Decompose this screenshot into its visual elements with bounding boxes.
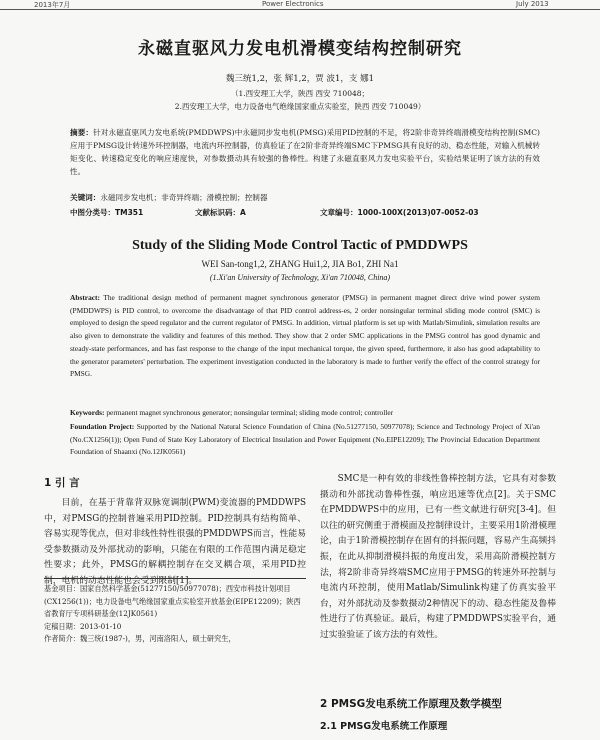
authors-chinese: 魏三统1,2，张 辉1,2，贾 波1，支 娜1 bbox=[226, 74, 374, 84]
footnote-funding: 基金项目：国家自然科学基金(51277150/50977078)；西安市科技计划项目(CX1256(1))；电力设备电气绝缘国家重点实验室开放基金(EIPE12209)；陕西省教育厅专项科研基金(12JK0561) bbox=[44, 584, 301, 618]
section-1-right-column: SMC是一种有效的非线性鲁棒控制方法，它具有对参数摄动和外部扰动鲁棒性强，响应迅速等优点[2]。关于SMC在PMDDWPS中的应用，已有一些文献进行研究[3-4]。但以往的研究侧重于滑模面及控制律设计，主要采用1阶滑模理论，由于1阶滑模控制存在固有的抖振问题，容易产生高频抖振，在此从抑制滑模抖振的角度出发，采用高阶滑模控制方法，将2阶非奇异终端SMC应用于PMSG的转速外环控制与电流内环控制，使用Matlab/Simulink构建了仿真实验平台，对外部扰动及参数摄动2种情况下的动、稳态性能及鲁棒性进行了仿真验证。最后，构建了PMDDWPS实验平台，通过实验验证了该方法的有效性。 bbox=[320, 474, 556, 640]
section-1-heading: 1 引 言 bbox=[44, 477, 80, 489]
authors-english: WEI San-tong1,2, ZHANG Hui1,2, JIA Bo1, ZHI Na1 bbox=[201, 259, 399, 269]
abstract-chinese bbox=[70, 126, 540, 178]
title-english: Study of the Sliding Mode Control Tactic of PMDDWPS bbox=[132, 238, 468, 253]
footnote-received-date: 定稿日期：2013-01-10 bbox=[44, 621, 122, 631]
keywords-chinese-label: 关键词： bbox=[70, 193, 101, 202]
abstract-english-label: Abstract: bbox=[70, 293, 100, 302]
section-2-1-heading: 2.1 PMSG发电系统工作原理 bbox=[320, 721, 448, 732]
keywords-english-label: Keywords: bbox=[70, 408, 105, 417]
header-right: July 2013 bbox=[516, 0, 549, 8]
abstract-chinese-text: 针对永磁直驱风力发电系统(PMDDWPS)中永磁同步发电机(PMSG)采用PID控制的不足，将2阶非奇异终端滑模变结构控制(SMC)应用于PMSG设计转速外环控制器，电流内环控制器，仿真验证了在2阶非奇异终端SMC下PMSG具有良好的动、稳态性能，对输入机械转矩变化、转速稳定变化的响应速度快，对参数摄动具有较强的鲁棒性。构建了永磁直驱风力发电实验平台，实验结果证明了该方法的有效性。 bbox=[70, 128, 540, 176]
affiliation-english: (1.Xi'an University of Technology, Xi'an 710048, China) bbox=[209, 273, 391, 282]
header-left: 2013年7月 bbox=[34, 1, 71, 9]
keywords-english bbox=[70, 407, 540, 420]
abstract-english bbox=[70, 292, 540, 381]
abstract-chinese-label: 摘要： bbox=[70, 128, 94, 137]
section-2-heading: 2 PMSG发电系统工作原理及数学模型 bbox=[320, 698, 502, 710]
class-number: 中图分类号：TM351 bbox=[70, 208, 144, 217]
title-chinese: 永磁直驱风力发电机滑模变结构控制研究 bbox=[138, 39, 462, 59]
header-center: Power Electronics bbox=[262, 0, 324, 8]
section-1-left-column: 目前，在基于背靠背双脉宽调制(PWM)变流器的PMDDWPS中，对PMSG的控制普遍采用PID控制。PID控制具有结构简单、容易实现等优点，但对非线性特性很强的PMDDWPS而言，性能易受参数摄动及外部扰动的影响，只能在有限的工作范围内满足稳定性要求；此外，PMSG的解耦控制存在交叉耦合项，采用PID控制，电机的动态性能也会受到限制[1]。 bbox=[44, 498, 306, 586]
keywords-chinese bbox=[70, 191, 540, 204]
article-number: 文章编号：1000-100X(2013)07-0052-03 bbox=[320, 208, 479, 217]
keywords-english-text: permanent magnet synchronous generator; nonsingular terminal; sliding mode control; controller bbox=[106, 408, 394, 417]
running-header bbox=[0, 0, 600, 10]
document-code: 文献标识码：A bbox=[195, 208, 246, 217]
foundation-project bbox=[70, 421, 540, 459]
affiliation-chinese-2: 2.西安理工大学，电力设备电气绝缘国家重点实验室，陕西 西安 710049） bbox=[174, 102, 426, 111]
keywords-chinese-text: 永磁同步发电机；非奇异终端；滑模控制；控制器 bbox=[100, 193, 268, 202]
footnotes bbox=[44, 578, 306, 646]
footnote-author-bio: 作者简介：魏三统(1987-)，男，河南洛阳人，硕士研究生， bbox=[44, 634, 236, 643]
foundation-text: Supported by the National Natural Science Foundation of China (No.51277150, 50977078); Science and Technology Project of Xi'an (No.CX1256(1)); Open Fund of State Key Laboratory of Electrical Insulation and Power Equipment (No.EIPE12209); The Provincial Education Department Foundation of Shaanxi (No.12JK0561) bbox=[70, 422, 540, 457]
affiliation-chinese-1: （1.西安理工大学，陕西 西安 710048； bbox=[230, 89, 370, 98]
foundation-label: Foundation Project: bbox=[70, 422, 135, 431]
abstract-english-text: The traditional design method of permanent magnet synchronous generator (PMSG) in permanent magnet direct drive wind power system (PMDDWPS) is PID control, to overcome the disadvantage of that PID control address-es, 2 order nonsingular terminal sliding mode control (SMC) is employed to design the speed regulator and the current regulator of PMSG. In addition, virtual platform is set up with Matlab/Simulink, simulation results are also given to demonstrate the validity and features of this method. They show that 2 order SMC applications in the PMSG control has good dynamic and steady-state performances, and has fast response to the change of the input mechanical torque, the given speed, furthermore, it also has good adaptability to the generator parameters' perturbation. The experiment investigation conducted in the laboratory is made to further verify the effect of the control strategy for PMSG. bbox=[70, 293, 541, 379]
